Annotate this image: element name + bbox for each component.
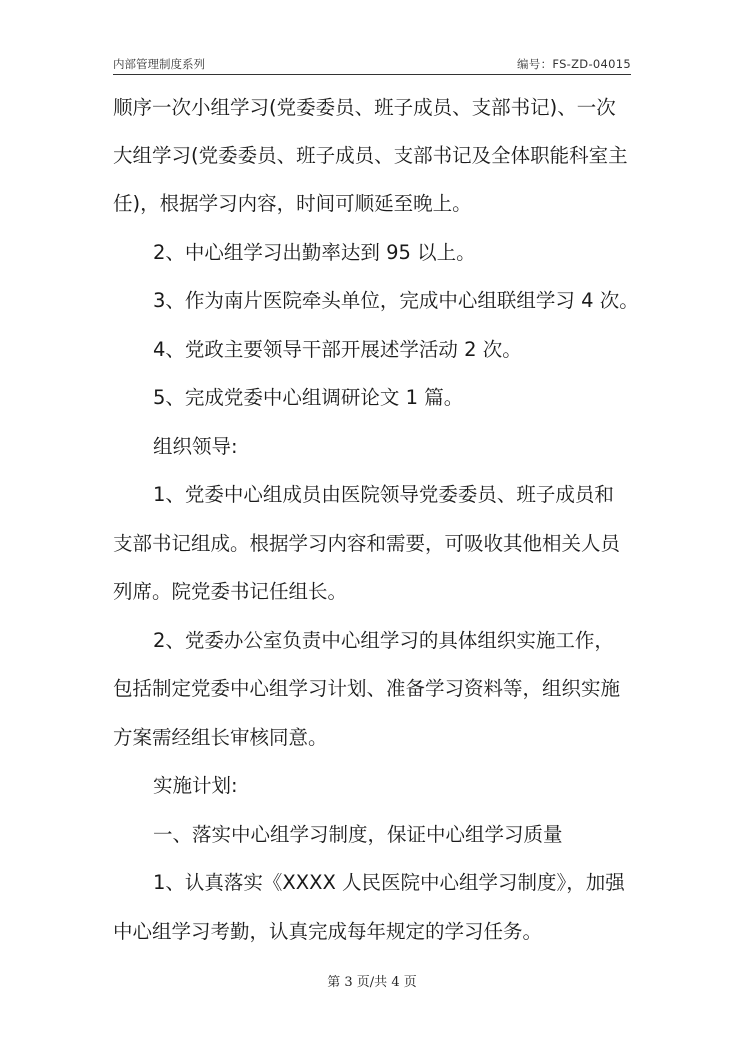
- body-line: 一、落实中心组学习制度，保证中心组学习质量: [153, 823, 563, 846]
- section-heading: 组织领导:: [153, 435, 238, 458]
- header-document-number: 编号：FS-ZD-04015: [516, 57, 631, 71]
- body-line: 中心组学习考勤，认真完成每年规定的学习任务。: [113, 920, 543, 943]
- page-footer: 第 3 页/共 4 页: [327, 975, 417, 990]
- body-line: 4、党政主要领导干部开展述学活动 2 次。: [153, 338, 522, 361]
- body-line: 1、认真落实《XXXX 人民医院中心组学习制度》，加强: [153, 871, 625, 894]
- body-line: 顺序一次小组学习(党委委员、班子成员、支部书记)、一次: [113, 96, 616, 119]
- section-heading: 实施计划:: [153, 774, 238, 797]
- body-line: 列席。院党委书记任组长。: [113, 580, 348, 603]
- body-line: 包括制定党委中心组学习计划、准备学习资料等，组织实施: [113, 677, 621, 700]
- body-line: 大组学习(党委委员、班子成员、支部书记及全体职能科室主: [113, 144, 628, 167]
- body-line: 方案需经组长审核同意。: [113, 726, 328, 749]
- page-header: [113, 54, 631, 75]
- header-series-title: 内部管理制度系列: [113, 57, 205, 71]
- body-line: 2、党委办公室负责中心组学习的具体组织实施工作，: [153, 629, 614, 652]
- body-line: 2、中心组学习出勤率达到 95 以上。: [153, 241, 476, 264]
- body-line: 1、党委中心组成员由医院领导党委委员、班子成员和: [153, 483, 614, 506]
- body-line: 3、作为南片医院牵头单位，完成中心组联组学习 4 次。: [153, 289, 639, 312]
- body-line: 5、完成党委中心组调研论文 1 篇。: [153, 386, 464, 409]
- body-line: 任)，根据学习内容，时间可顺延至晚上。: [113, 192, 472, 215]
- body-line: 支部书记组成。根据学习内容和需要，可吸收其他相关人员: [113, 532, 621, 555]
